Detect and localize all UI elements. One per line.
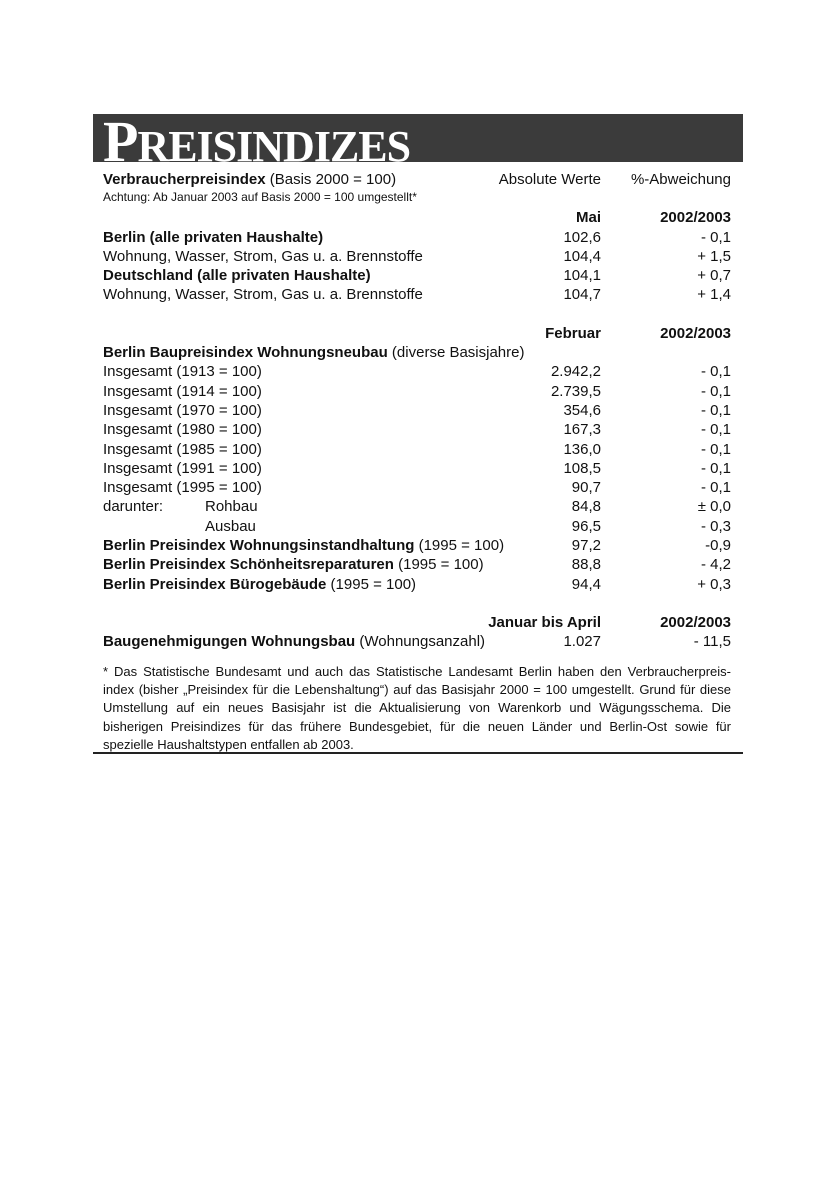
price-index-table: [103, 170, 731, 652]
row-change: - 0,1: [700, 479, 731, 497]
vpi-heading-row: [103, 170, 731, 189]
row-label: Wohnung, Wasser, Strom, Gas u. a. Brennstoffe: [103, 247, 423, 265]
row-value: 167,3: [563, 421, 601, 439]
row-value: 102,6: [563, 228, 601, 246]
row-label: [103, 536, 504, 555]
row-value: 88,8: [571, 556, 601, 574]
bau-period: Februar: [545, 324, 601, 342]
table-row: [103, 420, 731, 439]
darunter-label: darunter:: [103, 498, 164, 516]
row-change: - 0,1: [700, 401, 731, 419]
bau-heading-row: [103, 343, 731, 362]
table-row: [103, 478, 731, 497]
row-label: [103, 575, 416, 594]
row-label: Deutschland (alle privaten Haushalte): [103, 267, 371, 285]
row-value: 104,7: [563, 286, 601, 304]
row-value: 1.027: [563, 633, 601, 651]
row-change: - 11,5: [693, 633, 731, 651]
row-value: 90,7: [571, 479, 601, 497]
genehmigung-period-compare: 2002/2003: [660, 613, 731, 631]
row-label: Insgesamt (1991 = 100): [103, 459, 262, 477]
section-spacer: [103, 594, 731, 613]
table-row: [103, 228, 731, 247]
row-value: 2.942,2: [550, 363, 601, 381]
row-label: Rohbau: [205, 498, 258, 516]
row-label: Insgesamt (1914 = 100): [103, 382, 262, 400]
row-value: 97,2: [571, 537, 601, 555]
bau-heading-bold: Berlin Baupreisindex Wohnungsneubau: [103, 344, 388, 362]
row-value: 2.739,5: [550, 382, 601, 400]
vpi-note-text: Achtung: Ab Januar 2003 auf Basis 2000 = 100 umgestellt*: [103, 190, 417, 205]
row-label: Ausbau: [205, 517, 256, 535]
row-label: [103, 632, 485, 651]
row-label-unit: (Wohnungsanzahl): [355, 633, 486, 651]
row-change: - 0,1: [700, 382, 731, 400]
bau-period-compare: 2002/2003: [660, 324, 731, 342]
column-header-absolute: Absolute Werte: [498, 171, 601, 188]
table-row: [103, 285, 731, 304]
row-label: Insgesamt (1980 = 100): [103, 421, 262, 439]
row-label-bold: Berlin Preisindex Wohnungsinstandhaltung: [103, 537, 415, 555]
column-header-deviation: %-Abweichung: [630, 171, 731, 188]
bau-period-row: [103, 324, 731, 343]
vpi-heading-basis: (Basis 2000 = 100): [265, 171, 397, 188]
row-label: Wohnung, Wasser, Strom, Gas u. a. Brennstoffe: [103, 286, 423, 304]
row-label-bold: Baugenehmigungen Wohnungsbau: [103, 633, 356, 651]
row-label: Insgesamt (1995 = 100): [103, 479, 262, 497]
section-spacer: [103, 305, 731, 324]
table-row: [103, 266, 731, 285]
table-row: [103, 517, 731, 536]
row-label-basis: (1995 = 100): [414, 537, 505, 555]
table-row: [103, 247, 731, 266]
row-change: -0,9: [705, 537, 731, 555]
row-label: [103, 555, 484, 574]
row-change: - 0,1: [700, 421, 731, 439]
table-row: [103, 362, 731, 381]
row-change: - 0,1: [700, 363, 731, 381]
vpi-heading: [103, 170, 396, 189]
table-row: [103, 555, 731, 574]
row-value: 136,0: [563, 440, 601, 458]
bau-heading-basis: (diverse Basisjahre): [387, 344, 525, 362]
row-label-bold: Berlin Preisindex Bürogebäude: [103, 575, 327, 593]
row-change: + 0,3: [697, 575, 731, 593]
row-label-basis: (1995 = 100): [326, 575, 417, 593]
row-label: Insgesamt (1913 = 100): [103, 363, 262, 381]
row-change: - 0,3: [700, 517, 731, 535]
page-title: [103, 114, 410, 162]
page-title-initial: P: [103, 114, 138, 162]
row-change: - 0,1: [700, 459, 731, 477]
table-row: [103, 536, 731, 555]
row-label: Insgesamt (1970 = 100): [103, 401, 262, 419]
row-label: Insgesamt (1985 = 100): [103, 440, 262, 458]
row-value: 108,5: [563, 459, 601, 477]
row-value: 94,4: [571, 575, 601, 593]
vpi-period: Mai: [575, 209, 601, 227]
row-change: + 1,4: [697, 286, 731, 304]
title-banner: [93, 114, 743, 162]
row-change: - 4,2: [700, 556, 731, 574]
row-change: - 0,1: [700, 440, 731, 458]
row-change: + 1,5: [697, 247, 731, 265]
table-row: [103, 401, 731, 420]
genehmigung-period-row: [103, 613, 731, 632]
row-value: 96,5: [571, 517, 601, 535]
table-row: [103, 459, 731, 478]
bottom-rule: [93, 752, 743, 754]
row-label: Berlin (alle privaten Haushalte): [103, 228, 324, 246]
table-row: [103, 575, 731, 594]
table-row: [103, 497, 731, 516]
vpi-note: [103, 189, 731, 208]
vpi-heading-bold: Verbraucherpreisindex: [103, 171, 266, 188]
row-label-basis: (1995 = 100): [393, 556, 484, 574]
row-value: 84,8: [571, 498, 601, 516]
vpi-period-compare: 2002/2003: [660, 209, 731, 227]
genehmigung-period: Januar bis April: [488, 613, 601, 631]
row-label-bold: Berlin Preisindex Schönheitsreparaturen: [103, 556, 394, 574]
row-change: ± 0,0: [697, 498, 731, 516]
row-value: 354,6: [563, 401, 601, 419]
table-row: [103, 632, 731, 651]
row-change: + 0,7: [697, 267, 731, 285]
table-row: [103, 440, 731, 459]
row-change: - 0,1: [700, 228, 731, 246]
row-value: 104,1: [563, 267, 601, 285]
vpi-period-row: [103, 208, 731, 227]
footnote: * Das Statistische Bundesamt und auch das Statistische Landesamt Berlin haben den Verbraucherpreis-index (bisher „Preisindex für die Lebenshaltung“) auf das Basisjahr 2000 = 100 umgestellt. Grund für diese Umstellung auf ein neues Basisjahr ist die Aktualisierung von Warenkorb und Wägungsschema. Die bisherigen Preisindizes für das frühere Bundesgebiet, für die neuen Länder und Berlin-Ost sowie für spezielle Haushaltstypen entfallen ab 2003.: [103, 664, 731, 752]
page-title-rest: REISINDIZES: [137, 122, 411, 162]
bau-heading: [103, 343, 524, 362]
table-row: [103, 382, 731, 401]
row-value: 104,4: [563, 247, 601, 265]
